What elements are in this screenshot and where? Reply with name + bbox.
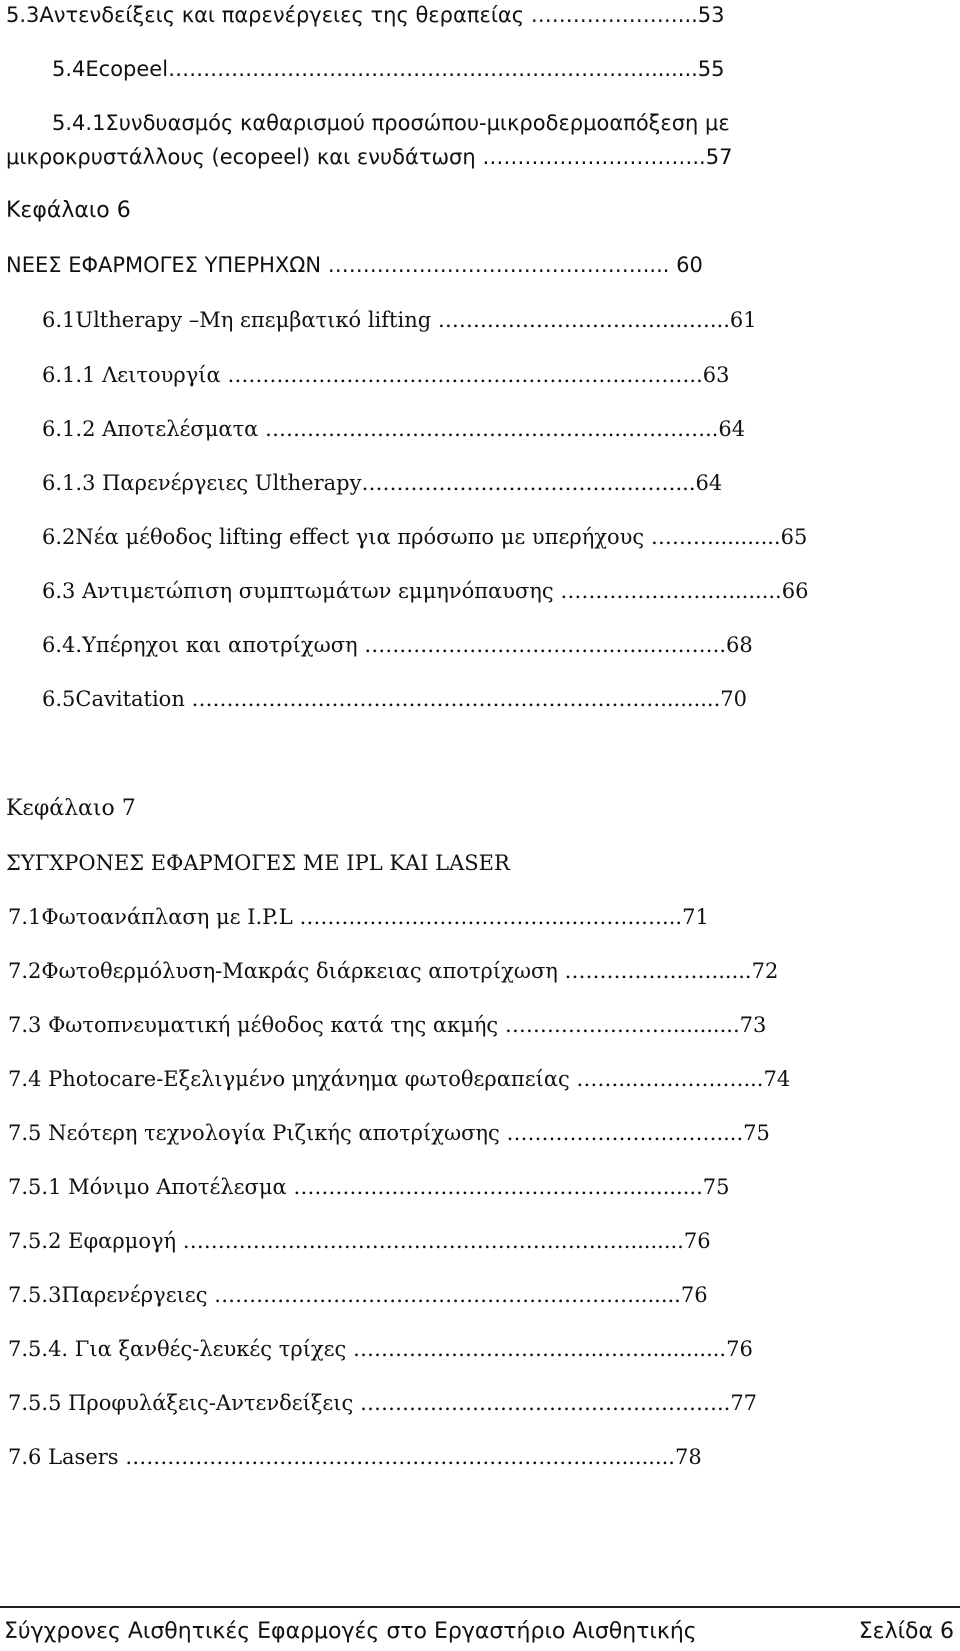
toc-entry-5-4-1: 5.4.1Συνδυασμός καθαρισμού προσώπου-μικροδερμοαπόξεση με — [52, 111, 730, 135]
toc-entry-7-5-4: 7.5.4. Για ξανθές-λευκές τρίχες ……………………………...……............76 — [8, 1337, 753, 1361]
toc-entry-7-5-3: 7.5.3Παρενέργειες …………………………………………………….......76 — [8, 1283, 708, 1307]
toc-entry-5-3: 5.3Αντενδείξεις και παρενέργειες της θεραπείας …………………...53 — [6, 3, 725, 27]
toc-entry-6-1: 6.1Ultherapy –Μη επεμβατικό lifting ……………………………...…...61 — [42, 308, 757, 332]
toc-entry-7-5-1: 7.5.1 Μόνιμο Αποτέλεσμα …………………………………………...........75 — [8, 1175, 730, 1199]
chapter-7-title: ΣΥΓΧΡΟΝΕΣ ΕΦΑΡΜΟΓΕΣ ΜΕ IPL ΚΑΙ LASER — [6, 851, 510, 875]
toc-entry-7-5-2: 7.5.2 Εφαρμογή ……………………………………………………….........76 — [8, 1229, 711, 1253]
toc-entry-7-5-5: 7.5.5 Προφυλάξεις-Αντενδείξεις ……………………………………………..77 — [8, 1391, 758, 1415]
toc-entry-6-4: 6.4.Υπέρηχοι και αποτρίχωση ……………………………...…..………..68 — [42, 633, 753, 657]
toc-entry-7-4: 7.4 Photocare-Εξελιγμένο μηχάνημα φωτοθεραπείας ……...……………...74 — [8, 1067, 791, 1091]
toc-entry-7-5: 7.5 Νεότερη τεχνολογία Ριζικής αποτρίχωσης …………………………....75 — [8, 1121, 770, 1145]
chapter-7-heading: Κεφάλαιο 7 — [6, 796, 136, 821]
toc-entry-6-1-2: 6.1.2 Αποτελέσματα …………………………………………...…………..64 — [42, 417, 746, 441]
toc-entry-6-5: 6.5Cavitation ……………………………………………………….….........70 — [42, 687, 747, 711]
chapter-6-heading: Κεφάλαιο 6 — [6, 198, 131, 223]
footer-document-title: Σύγχρονες Αισθητικές Εφαρμογές στο Εργαστήριο Αισθητικής — [4, 1619, 697, 1644]
toc-entry-7-2: 7.2Φωτοθερμόλυση-Μακράς διάρκειας αποτρίχωση …………………......72 — [8, 959, 779, 983]
toc-entry-7-1: 7.1Φωτοανάπλαση με I.P.L ………………………………...……….…...71 — [8, 905, 709, 929]
toc-entry-6-1-1: 6.1.1 Λειτουργία …………………………………………………………..63 — [42, 363, 730, 387]
footer-divider — [0, 1606, 960, 1608]
toc-entry-6-3: 6.3 Αντιμετώπιση συμπτωμάτων εμμηνόπαυσης ……………………........66 — [42, 579, 809, 603]
toc-entry-6-1-3: 6.1.3 Παρενέργειες Ultherapy………………………………...……...64 — [42, 471, 723, 495]
toc-entry-7-3: 7.3 Φωτοπνευματική μέθοδος κατά της ακμής ……………………..........73 — [8, 1013, 767, 1037]
toc-entry-5-4-1-cont: μικροκρυστάλλους (ecopeel) και ενυδάτωση …………………………..57 — [6, 145, 733, 169]
chapter-6-title: ΝΕΕΣ ΕΦΑΡΜΟΓΕΣ ΥΠΕΡΗΧΩΝ ……………………………………….... 60 — [6, 253, 703, 277]
toc-entry-5-4: 5.4Ecopeel…………………………………………………………….......55 — [52, 57, 725, 81]
toc-entry-7-6: 7.6 Lasers ……………………………………………………………..........78 — [8, 1445, 702, 1469]
footer-page-number: Σελίδα 6 — [858, 1619, 954, 1644]
toc-entry-6-2: 6.2Νέα μέθοδος lifting effect για πρόσωπο με υπερήχους ………..........65 — [42, 525, 808, 549]
